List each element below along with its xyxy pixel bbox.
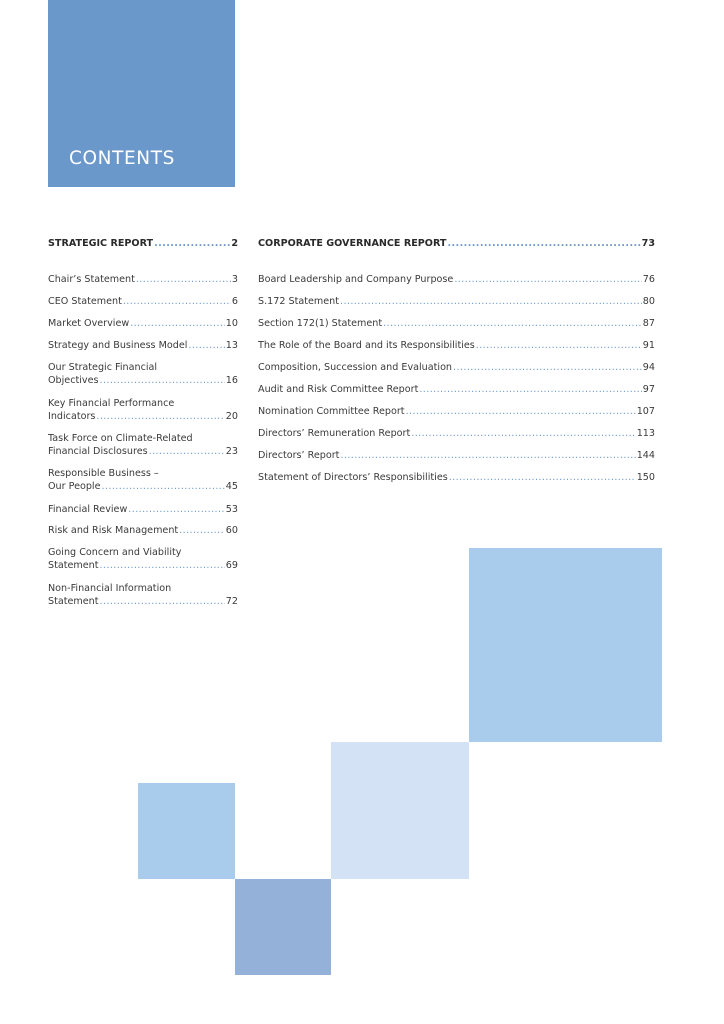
toc-entry-line1: Our Strategic Financial (48, 362, 158, 373)
toc-page-number: 150 (636, 472, 655, 483)
toc-entry-label: Our People (48, 481, 101, 492)
toc-entry[interactable] (258, 471, 655, 484)
toc-entry-label: Section 172(1) Statement (258, 318, 383, 329)
toc-heading-label: STRATEGIC REPORT (48, 238, 154, 249)
toc-entry-label: Audit and Risk Committee Report (258, 384, 419, 395)
toc-entry-label: Risk and Risk Management (48, 525, 179, 536)
leader-dots (149, 445, 225, 458)
leader-dots (340, 449, 635, 462)
decorative-square-pale (331, 742, 469, 879)
toc-entry-line1: Responsible Business – (48, 468, 159, 479)
toc-page-number: 60 (225, 525, 238, 536)
toc-entry[interactable] (48, 467, 238, 493)
leader-dots (136, 273, 231, 286)
toc-entry[interactable] (258, 273, 655, 286)
toc-entry[interactable] (48, 295, 238, 308)
leader-dots (179, 524, 225, 537)
leader-dots (130, 317, 225, 330)
toc-entry-label: Financial Review (48, 504, 128, 515)
toc-entry[interactable] (258, 427, 655, 440)
toc-entry-label: Statement (48, 596, 99, 607)
toc-entry[interactable] (258, 383, 655, 396)
leader-dots (96, 410, 224, 423)
leader-dots (102, 480, 225, 493)
toc-entry[interactable] (48, 339, 238, 352)
toc-entry-label: Financial Disclosures (48, 446, 148, 457)
toc-entry-line1: Task Force on Climate-Related (48, 433, 193, 444)
toc-entry[interactable] (258, 405, 655, 418)
toc-entry-label: Indicators (48, 411, 96, 422)
leader-dots (449, 471, 636, 484)
toc-page-number: 13 (225, 340, 238, 351)
toc-entry[interactable] (258, 361, 655, 374)
toc-entry[interactable] (48, 546, 238, 572)
leader-dots (476, 339, 642, 352)
leader-dots (154, 237, 230, 250)
toc-page-number: 144 (636, 450, 655, 461)
toc-page-number: 2 (231, 238, 238, 249)
toc-entry-label: S.172 Statement (258, 296, 339, 307)
toc-entry-label: CEO Statement (48, 296, 122, 307)
toc-entry[interactable] (48, 273, 238, 286)
toc-entry-line1: Key Financial Performance (48, 398, 175, 409)
toc-page-number: 72 (225, 596, 238, 607)
toc-entry[interactable] (48, 503, 238, 516)
toc-entry[interactable] (48, 361, 238, 387)
toc-entry[interactable] (48, 317, 238, 330)
toc-entry[interactable] (48, 582, 238, 608)
leader-dots (383, 317, 642, 330)
leader-dots (453, 361, 642, 374)
decorative-square-large (469, 548, 662, 742)
leader-dots (411, 427, 635, 440)
toc-entry[interactable] (258, 295, 655, 308)
leader-dots (447, 237, 640, 250)
page-title: CONTENTS (69, 148, 175, 169)
toc-entry-label: Statement of Directors’ Responsibilities (258, 472, 448, 483)
toc-entry[interactable] (258, 449, 655, 462)
leader-dots (99, 559, 224, 572)
leader-dots (123, 295, 231, 308)
toc-page-number: 80 (642, 296, 655, 307)
toc-entry[interactable] (258, 339, 655, 352)
toc-page-number: 76 (642, 274, 655, 285)
decorative-square-dark (235, 879, 331, 975)
toc-page-number: 20 (225, 411, 238, 422)
toc-page-number: 73 (641, 238, 655, 249)
leader-dots (188, 339, 224, 352)
toc-page-number: 94 (642, 362, 655, 373)
leader-dots (419, 383, 641, 396)
toc-page-number: 87 (642, 318, 655, 329)
toc-page-number: 91 (642, 340, 655, 351)
toc-entry-label: Statement (48, 560, 99, 571)
toc-page-number: 53 (225, 504, 238, 515)
toc-entry[interactable] (48, 524, 238, 537)
toc-section-heading[interactable] (258, 237, 655, 250)
toc-page-number: 107 (636, 406, 655, 417)
toc-page-number: 3 (231, 274, 238, 285)
toc-entry-label: Nomination Committee Report (258, 406, 405, 417)
toc-entry-line1: Going Concern and Viability (48, 547, 182, 558)
toc-entry[interactable] (48, 432, 238, 458)
leader-dots (340, 295, 642, 308)
toc-entry-label: Composition, Succession and Evaluation (258, 362, 453, 373)
decorative-square-small (138, 783, 235, 879)
toc-page-number: 10 (225, 318, 238, 329)
leader-dots (454, 273, 641, 286)
toc-entry-label: The Role of the Board and its Responsibilities (258, 340, 475, 351)
toc-entry-label: Board Leadership and Company Purpose (258, 274, 454, 285)
leader-dots (128, 503, 224, 516)
toc-entry-label: Market Overview (48, 318, 130, 329)
toc-entry-label: Directors’ Report (258, 450, 340, 461)
toc-entry[interactable] (48, 397, 238, 423)
toc-page-number: 45 (225, 481, 238, 492)
toc-entry-label: Strategy and Business Model (48, 340, 188, 351)
leader-dots (100, 374, 225, 387)
toc-page-number: 6 (231, 296, 238, 307)
toc-entry-line1: Non-Financial Information (48, 583, 172, 594)
toc-entry-label: Objectives (48, 375, 99, 386)
toc-page-number: 16 (225, 375, 238, 386)
toc-entry[interactable] (258, 317, 655, 330)
toc-page-number: 69 (225, 560, 238, 571)
toc-section-heading[interactable] (48, 237, 238, 250)
toc-entry-label: Directors’ Remuneration Report (258, 428, 411, 439)
toc-page-number: 113 (636, 428, 655, 439)
toc-page-number: 23 (225, 446, 238, 457)
toc-page-number: 97 (642, 384, 655, 395)
leader-dots (406, 405, 636, 418)
leader-dots (99, 595, 224, 608)
toc-entry-label: Chair’s Statement (48, 274, 135, 285)
toc-heading-label: CORPORATE GOVERNANCE REPORT (258, 238, 447, 249)
